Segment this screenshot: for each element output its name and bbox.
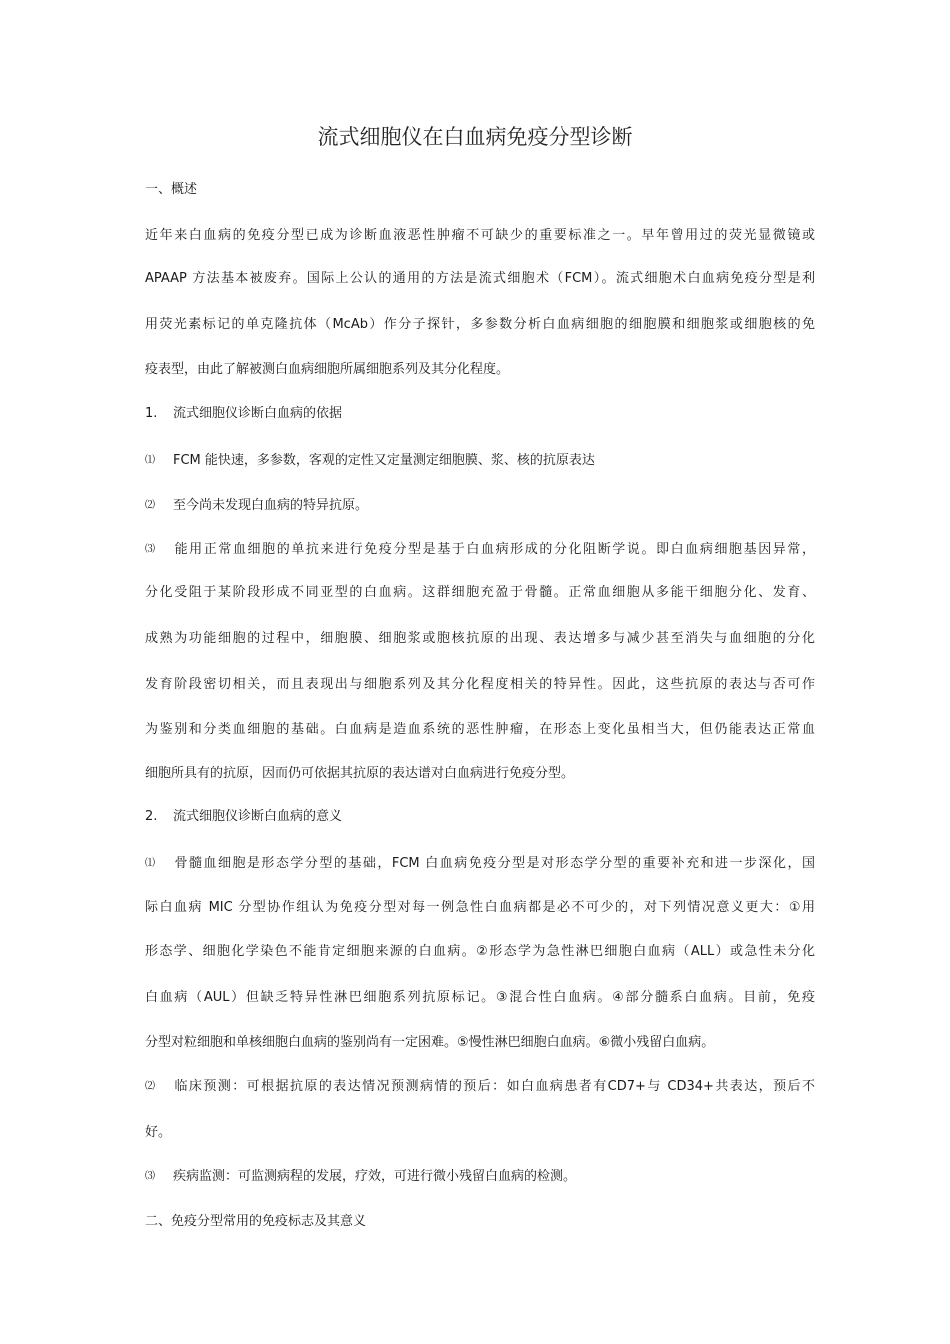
paragraph-line: 细胞所具有的抗原，因而仍可依据其抗原的表达谱对白血病进行免疫分型。 [145,766,575,781]
paragraph-line: APAAP 方法基本被废弃。国际上公认的通用的方法是流式细胞术（FCM）。流式细胞术白血病免疫分型是利 [145,271,815,286]
list-number: 1. [145,406,158,421]
list-item [145,497,815,515]
paragraph-line: 白血病（AUL）但缺乏特异性淋巴细胞系列抗原标记。③混合性白血病。④部分髓系白血病。目前，免疫 [145,990,815,1005]
list-item-text: 能用正常血细胞的单抗来进行免疫分型是基于白血病形成的分化阻断学说。即白血病细胞基因异常， [173,542,815,557]
subheading-text: 流式细胞仪诊断白血病的依据 [173,406,343,421]
list-marker: ⑵ [145,1081,155,1092]
paragraph-line: 际白血病 MIC 分型协作组认为免疫分型对每一例急性白血病都是必不可少的，对下列情况意义更大：①用 [145,900,815,915]
list-marker: ⑶ [145,544,155,555]
paragraph-line: 疫表型，由此了解被测白血病细胞所属细胞系列及其分化程度。 [145,362,510,377]
paragraph-line: 近年来白血病的免疫分型已成为诊断血液恶性肿瘤不可缺少的重要标准之一。早年曾用过的荧光显微镜或 [145,228,815,243]
section-heading-overview: 一、概述 [145,182,198,197]
paragraph-line: 形态学、细胞化学染色不能肯定细胞来源的白血病。②形态学为急性淋巴细胞白血病（ALL）或急性未分化 [145,944,815,959]
paragraph-line: 为鉴别和分类血细胞的基础。白血病是造血系统的恶性肿瘤，在形态上变化虽相当大，但仍能表达正常血 [145,722,815,737]
list-marker: ⑴ [145,455,155,466]
list-item-text: 骨髓血细胞是形态学分型的基础，FCM 白血病免疫分型是对形态学分型的重要补充和进一步深化，国 [173,856,815,871]
document-title: 流式细胞仪在白血病免疫分型诊断 [317,125,633,149]
paragraph-line: 发育阶段密切相关，而且表现出与细胞系列及其分化程度相关的特异性。因此，这些抗原的表达与否可作 [145,677,815,692]
subheading-significance [145,808,815,826]
subheading-basis [145,405,815,423]
list-marker: ⑶ [145,1171,155,1182]
list-marker: ⑵ [145,500,155,511]
list-item [145,1078,815,1096]
section-heading-markers: 二、免疫分型常用的免疫标志及其意义 [145,1214,367,1229]
list-item [145,855,815,873]
paragraph-line: 好。 [145,1125,172,1140]
list-item [145,452,815,470]
list-item [145,1168,815,1186]
list-marker: ⑴ [145,858,155,869]
list-item-text: 临床预测：可根据抗原的表达情况预测病情的预后：如白血病患者有CD7+与 CD34+共表达，预后不 [173,1079,815,1094]
paragraph-line: 成熟为功能细胞的过程中，细胞膜、细胞浆或胞核抗原的出现、表达增多与减少甚至消失与血细胞的分化 [145,631,815,646]
paragraph-line: 分化受阻于某阶段形成不同亚型的白血病。这群细胞充盈于骨髓。正常血细胞从多能干细胞分化、发育、 [145,585,815,600]
paragraph-line: 用荧光素标记的单克隆抗体（McAb）作分子探针，多参数分析白血病细胞的细胞膜和细胞浆或细胞核的免 [145,317,815,332]
list-item-text: 疾病监测：可监测病程的发展，疗效，可进行微小残留白血病的检测。 [173,1169,577,1184]
list-item [145,541,815,559]
list-item-text: 至今尚未发现白血病的特异抗原。 [173,498,369,513]
subheading-text: 流式细胞仪诊断白血病的意义 [173,809,343,824]
list-number: 2. [145,809,158,824]
paragraph-line: 分型对粒细胞和单核细胞白血病的鉴别尚有一定困难。⑤慢性淋巴细胞白血病。⑥微小残留白血病。 [145,1035,715,1050]
list-item-text: FCM 能快速，多参数，客观的定性又定量测定细胞膜、浆、核的抗原表达 [173,453,595,468]
